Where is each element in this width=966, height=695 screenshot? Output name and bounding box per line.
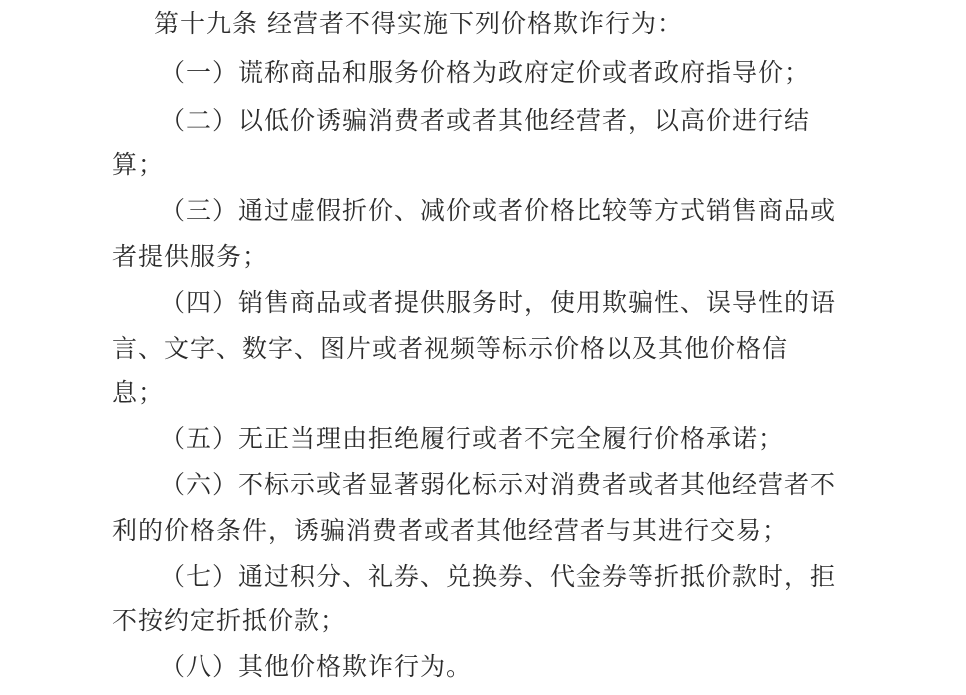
clause-3-line-2: 者提供服务；: [112, 242, 269, 271]
clause-4-line-3: 息；: [112, 378, 165, 407]
clause-6-line-1: （六）不标示或者显著弱化标示对消费者或者其他经营者不: [160, 470, 837, 499]
clause-3-line-1: （三）通过虚假折价、减价或者价格比较等方式销售商品或: [160, 196, 837, 225]
clause-1-line-1: （一）谎称商品和服务价格为政府定价或者政府指导价；: [160, 58, 811, 87]
clause-2-line-1: （二）以低价诱骗消费者或者其他经营者，以高价进行结: [160, 106, 811, 135]
clause-4-line-1: （四）销售商品或者提供服务时，使用欺骗性、误导性的语: [160, 288, 837, 317]
clause-6-line-2: 利的价格条件，诱骗消费者或者其他经营者与其进行交易；: [112, 516, 789, 545]
clause-7-line-1: （七）通过积分、礼券、兑换券、代金券等折抵价款时，拒: [160, 562, 837, 591]
article-heading: 第十九条 经营者不得实施下列价格欺诈行为：: [154, 9, 683, 38]
clause-5-line-1: （五）无正当理由拒绝履行或者不完全履行价格承诺；: [160, 424, 785, 453]
clause-8-line-1: （八）其他价格欺诈行为。: [160, 652, 473, 681]
clause-4-line-2: 言、文字、数字、图片或者视频等标示价格以及其他价格信: [112, 334, 789, 363]
clause-2-line-2: 算；: [112, 150, 165, 179]
clause-7-line-2: 不按约定折抵价款；: [112, 606, 347, 635]
